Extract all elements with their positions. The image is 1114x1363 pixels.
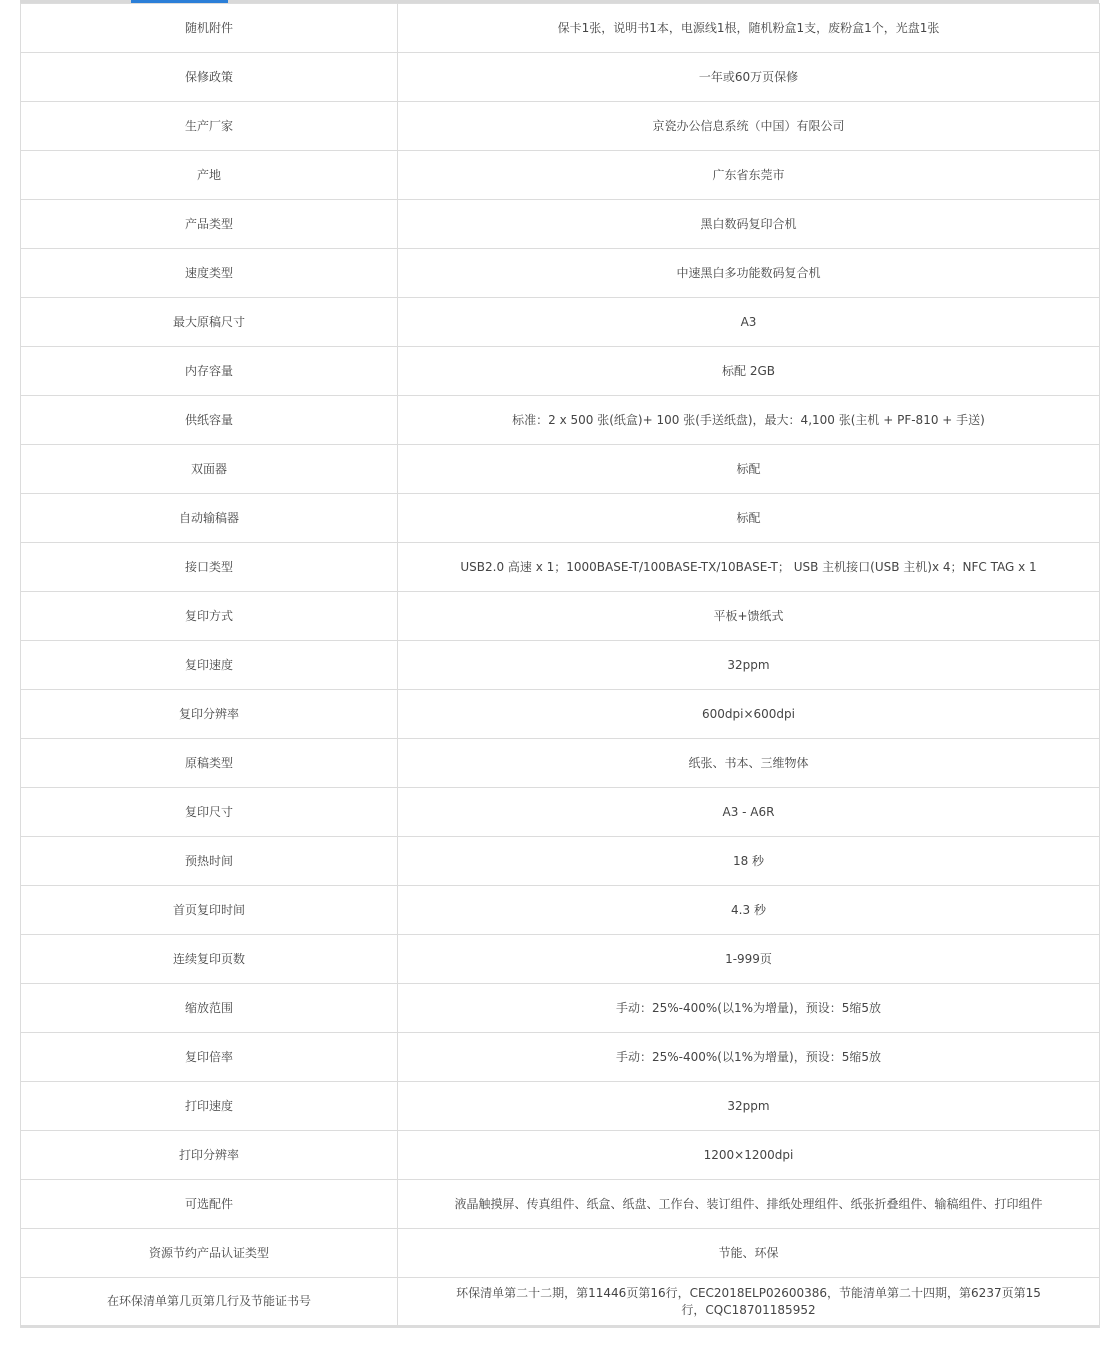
spec-label: 内存容量 — [21, 347, 398, 396]
spec-label: 随机附件 — [21, 4, 398, 53]
spec-label: 资源节约产品认证类型 — [21, 1229, 398, 1278]
table-row — [21, 641, 1100, 690]
spec-label: 产品类型 — [21, 200, 398, 249]
table-row — [21, 396, 1100, 445]
spec-label: 保修政策 — [21, 53, 398, 102]
spec-label: 连续复印页数 — [21, 935, 398, 984]
spec-label: 原稿类型 — [21, 739, 398, 788]
spec-label: 预热时间 — [21, 837, 398, 886]
spec-value: 18 秒 — [398, 837, 1100, 886]
spec-label: 在环保清单第几页第几行及节能证书号 — [21, 1278, 398, 1327]
spec-label: 首页复印时间 — [21, 886, 398, 935]
table-row — [21, 1229, 1100, 1278]
spec-label: 双面器 — [21, 445, 398, 494]
spec-label: 可选配件 — [21, 1180, 398, 1229]
spec-value: 纸张、书本、三维物体 — [398, 739, 1100, 788]
spec-table — [20, 3, 1100, 1328]
spec-label: 自动输稿器 — [21, 494, 398, 543]
spec-label: 接口类型 — [21, 543, 398, 592]
spec-table-body — [21, 4, 1100, 1327]
table-row — [21, 592, 1100, 641]
spec-value: 一年或60万页保修 — [398, 53, 1100, 102]
table-row — [21, 53, 1100, 102]
spec-label: 复印方式 — [21, 592, 398, 641]
table-row — [21, 1131, 1100, 1180]
table-row — [21, 4, 1100, 53]
table-row — [21, 788, 1100, 837]
spec-value: 标配 2GB — [398, 347, 1100, 396]
table-row — [21, 445, 1100, 494]
table-row — [21, 984, 1100, 1033]
spec-label: 复印尺寸 — [21, 788, 398, 837]
spec-value: 1-999页 — [398, 935, 1100, 984]
table-row — [21, 1033, 1100, 1082]
spec-value: 液晶触摸屏、传真组件、纸盒、纸盘、工作台、装订组件、排纸处理组件、纸张折叠组件、输稿组件、打印组件 — [398, 1180, 1100, 1229]
spec-label: 产地 — [21, 151, 398, 200]
spec-value: 32ppm — [398, 641, 1100, 690]
table-row — [21, 200, 1100, 249]
spec-value: 标准：2 x 500 张(纸盒)+ 100 张(手送纸盘)，最大：4,100 张(主机 + PF-810 + 手送) — [398, 396, 1100, 445]
spec-label: 复印倍率 — [21, 1033, 398, 1082]
table-row — [21, 739, 1100, 788]
table-row — [21, 935, 1100, 984]
table-row — [21, 1180, 1100, 1229]
table-row — [21, 886, 1100, 935]
spec-label: 速度类型 — [21, 249, 398, 298]
table-row — [21, 494, 1100, 543]
spec-value: 手动：25%-400%(以1%为增量)，预设：5缩5放 — [398, 984, 1100, 1033]
spec-value: 32ppm — [398, 1082, 1100, 1131]
spec-label: 供纸容量 — [21, 396, 398, 445]
spec-value: 600dpi×600dpi — [398, 690, 1100, 739]
spec-value: 保卡1张，说明书1本，电源线1根，随机粉盒1支，废粉盒1个，光盘1张 — [398, 4, 1100, 53]
spec-value: 1200×1200dpi — [398, 1131, 1100, 1180]
spec-value: USB2.0 高速 x 1；1000BASE-T/100BASE-TX/10BASE-T； USB 主机接口(USB 主机)x 4；NFC TAG x 1 — [398, 543, 1100, 592]
table-row — [21, 543, 1100, 592]
spec-label: 复印速度 — [21, 641, 398, 690]
spec-value: 京瓷办公信息系统（中国）有限公司 — [398, 102, 1100, 151]
table-row — [21, 690, 1100, 739]
spec-value: 手动：25%-400%(以1%为增量)，预设：5缩5放 — [398, 1033, 1100, 1082]
spec-label: 缩放范围 — [21, 984, 398, 1033]
spec-value: 节能、环保 — [398, 1229, 1100, 1278]
spec-label: 复印分辨率 — [21, 690, 398, 739]
spec-value: 广东省东莞市 — [398, 151, 1100, 200]
spec-value: 中速黑白多功能数码复合机 — [398, 249, 1100, 298]
spec-label: 最大原稿尺寸 — [21, 298, 398, 347]
table-row — [21, 298, 1100, 347]
spec-value: A3 - A6R — [398, 788, 1100, 837]
spec-label: 生产厂家 — [21, 102, 398, 151]
spec-value: 平板+馈纸式 — [398, 592, 1100, 641]
table-row — [21, 837, 1100, 886]
table-row — [21, 249, 1100, 298]
spec-value: 黑白数码复印合机 — [398, 200, 1100, 249]
spec-value: 标配 — [398, 445, 1100, 494]
table-row — [21, 1278, 1100, 1327]
table-row — [21, 347, 1100, 396]
table-row — [21, 1082, 1100, 1131]
spec-value: 环保清单第二十二期，第11446页第16行，CEC2018ELP02600386，节能清单第二十四期，第6237页第15行，CQC18701185952 — [398, 1278, 1100, 1327]
spec-value: 4.3 秒 — [398, 886, 1100, 935]
table-row — [21, 102, 1100, 151]
spec-label: 打印速度 — [21, 1082, 398, 1131]
table-row — [21, 151, 1100, 200]
spec-value: 标配 — [398, 494, 1100, 543]
spec-value: A3 — [398, 298, 1100, 347]
spec-label: 打印分辨率 — [21, 1131, 398, 1180]
